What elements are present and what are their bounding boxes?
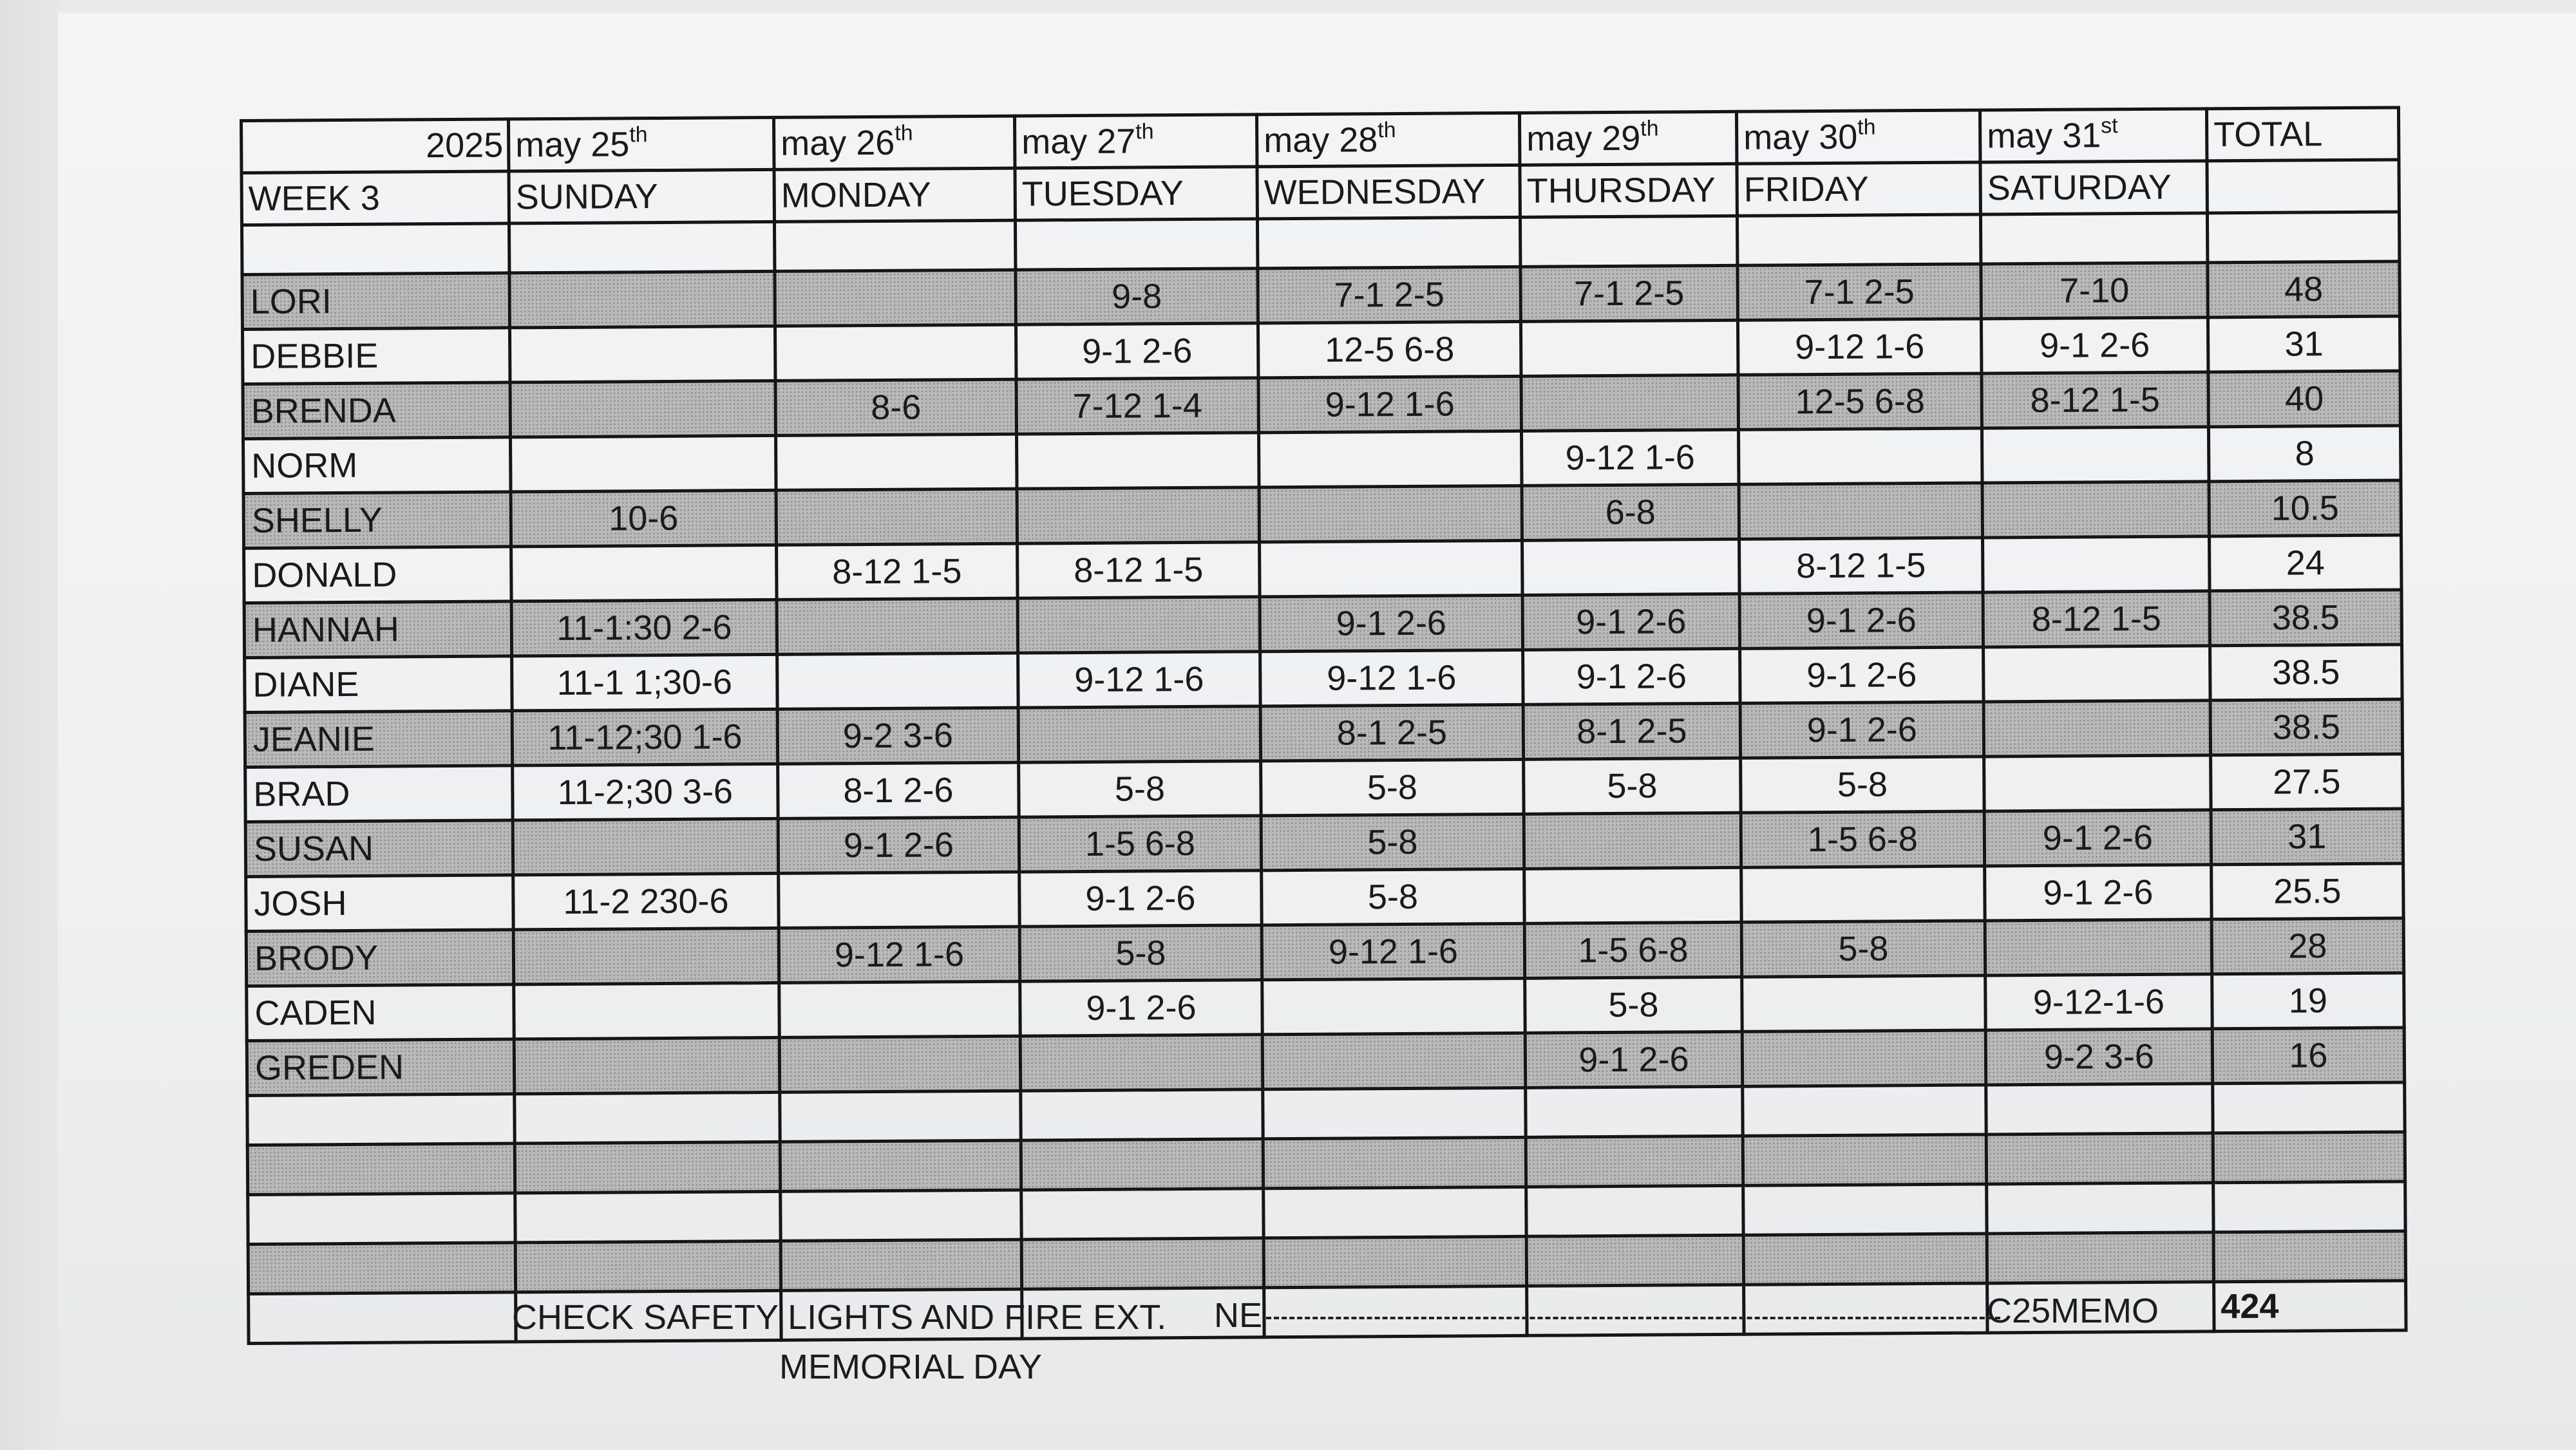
shift-cell: 9-1 2-6 bbox=[1739, 592, 1984, 648]
shift-cell bbox=[1520, 320, 1738, 376]
shift-cell: 1-5 6-8 bbox=[1019, 816, 1262, 872]
safety-note: CHECK SAFETY LIGHTS AND FIRE EXT. bbox=[512, 1298, 1167, 1337]
shift-cell: 8-6 bbox=[775, 379, 1017, 435]
blank-cell bbox=[781, 1239, 1021, 1290]
shift-cell: 1-5 6-8 bbox=[1524, 922, 1742, 978]
shift-cell: 8-12 1-5 bbox=[777, 543, 1018, 599]
shift-cell: 9-1 2-6 bbox=[778, 817, 1019, 873]
shift-cell bbox=[779, 981, 1021, 1037]
shift-cell: 9-1 2-6 bbox=[1016, 323, 1258, 379]
total-hours: 10.5 bbox=[2209, 480, 2401, 536]
shift-cell bbox=[776, 434, 1018, 490]
blank-cell bbox=[1264, 1187, 1526, 1238]
shift-cell: 8-12 1-5 bbox=[1983, 591, 2210, 647]
total-hours: 19 bbox=[2212, 973, 2405, 1029]
shift-cell: 8-12 1-5 bbox=[1018, 542, 1260, 598]
memo-code: C25MEMO bbox=[1987, 1292, 2159, 1330]
date-header: may 25th bbox=[509, 117, 774, 171]
shift-cell: 8-1 2-5 bbox=[1260, 704, 1524, 760]
work-schedule-table bbox=[240, 106, 2408, 1345]
shift-cell: 9-12-1-6 bbox=[1985, 974, 2213, 1030]
shift-cell: 5-8 bbox=[1019, 761, 1262, 817]
blank-cell bbox=[1743, 1234, 1987, 1285]
blank-cell bbox=[249, 1292, 516, 1344]
shift-cell: 10-6 bbox=[511, 490, 777, 547]
shift-cell: 5-8 bbox=[1741, 757, 1985, 813]
desk-surface bbox=[0, 0, 58, 1450]
blank-cell bbox=[1263, 1137, 1526, 1188]
blank-cell bbox=[1737, 214, 1980, 265]
shift-cell: 11-2;30 3-6 bbox=[513, 764, 779, 820]
shift-cell bbox=[1984, 755, 2211, 811]
shift-cell bbox=[1741, 866, 1985, 922]
shift-cell bbox=[1985, 919, 2212, 975]
shift-cell: 9-12 1-6 bbox=[1521, 429, 1739, 485]
employee-name: GREDEN bbox=[247, 1039, 515, 1096]
blank-cell bbox=[1257, 217, 1520, 268]
shift-cell: 11-2 230-6 bbox=[513, 873, 779, 930]
blank-cell bbox=[1021, 1139, 1263, 1190]
shift-cell: 9-1 2-6 bbox=[1523, 648, 1741, 704]
shift-cell: 7-12 1-4 bbox=[1016, 378, 1259, 434]
year-cell: 2025 bbox=[242, 119, 509, 173]
shift-cell bbox=[1524, 867, 1742, 923]
blank-cell bbox=[247, 1094, 515, 1145]
shift-cell: 9-1 2-6 bbox=[1740, 702, 1984, 758]
employee-name: DEBBIE bbox=[242, 328, 510, 384]
shift-cell bbox=[1739, 483, 1983, 539]
blank-cell bbox=[1987, 1232, 2213, 1283]
shift-cell bbox=[510, 381, 776, 437]
shift-cell: 9-1 2-6 bbox=[1525, 1031, 1743, 1088]
shift-cell bbox=[1017, 433, 1260, 489]
shift-cell bbox=[1524, 813, 1741, 869]
blank-cell bbox=[2207, 212, 2399, 263]
shift-cell bbox=[1738, 428, 1982, 484]
shift-cell: 9-1 2-6 bbox=[1522, 594, 1740, 650]
employee-name: DONALD bbox=[244, 547, 512, 603]
blank-cell bbox=[1526, 1136, 1743, 1187]
date-header: may 30th bbox=[1736, 110, 1980, 164]
shift-cell bbox=[513, 818, 779, 875]
blank-cell bbox=[509, 221, 774, 273]
day-header: WEDNESDAY bbox=[1257, 165, 1520, 218]
blank-cell bbox=[1986, 1133, 2213, 1184]
shift-cell bbox=[1259, 431, 1522, 487]
blank-cell bbox=[1021, 1238, 1264, 1289]
shift-cell bbox=[1018, 706, 1261, 762]
total-hours: 24 bbox=[2210, 535, 2402, 591]
total-hours: 31 bbox=[2208, 316, 2400, 372]
total-hours: 38.5 bbox=[2210, 645, 2403, 701]
shift-cell: 9-1 2-6 bbox=[1981, 317, 2208, 373]
blank-cell bbox=[242, 223, 509, 275]
shift-cell: 9-12 1-6 bbox=[1018, 652, 1261, 708]
shift-cell: 9-8 bbox=[1016, 268, 1258, 325]
shift-cell bbox=[1020, 1035, 1263, 1091]
shift-cell: 9-1 2-6 bbox=[1984, 810, 2211, 866]
day-header: SATURDAY bbox=[1980, 161, 2207, 214]
total-hours: 28 bbox=[2211, 918, 2404, 974]
shift-cell: 9-1 2-6 bbox=[1740, 647, 1984, 703]
blank-cell bbox=[1263, 1088, 1526, 1138]
shift-cell bbox=[1017, 487, 1260, 543]
shift-cell: 8-12 1-5 bbox=[1739, 538, 1984, 594]
blank-cell bbox=[1526, 1235, 1743, 1286]
blank-cell bbox=[1743, 1184, 1987, 1235]
shift-cell bbox=[1260, 540, 1523, 596]
shift-cell bbox=[1522, 539, 1740, 595]
shift-cell: 9-1 2-6 bbox=[1020, 980, 1263, 1036]
day-header: SUNDAY bbox=[509, 169, 774, 223]
shift-cell bbox=[509, 271, 775, 328]
date-header: may 28th bbox=[1256, 113, 1519, 166]
blank-cell bbox=[1987, 1183, 2213, 1234]
blank-cell bbox=[1743, 1085, 1986, 1136]
blank-cell bbox=[1980, 213, 2207, 264]
week-label: WEEK 3 bbox=[242, 171, 509, 225]
blank-cell bbox=[1264, 1236, 1526, 1287]
shift-cell bbox=[514, 983, 780, 1039]
shift-cell: 5-8 bbox=[1019, 925, 1262, 981]
shift-cell bbox=[1259, 485, 1522, 541]
total-hours: 40 bbox=[2208, 371, 2401, 427]
shift-cell: 9-12 1-6 bbox=[1262, 923, 1525, 979]
blank-cell bbox=[1743, 1135, 1986, 1185]
total-header: TOTAL bbox=[2206, 108, 2398, 161]
blank-cell bbox=[2213, 1231, 2405, 1282]
blank-cell bbox=[1015, 219, 1257, 270]
shift-cell: 5-8 bbox=[1741, 921, 1985, 977]
shift-cell: 8-1 2-5 bbox=[1523, 703, 1741, 759]
total-hours: 16 bbox=[2212, 1028, 2405, 1084]
shift-cell bbox=[513, 928, 779, 984]
blank-cell bbox=[515, 1142, 780, 1193]
total-hours: 38.5 bbox=[2210, 699, 2403, 755]
blank-cell bbox=[515, 1241, 781, 1292]
blank-cell bbox=[1021, 1089, 1263, 1140]
blank-cell bbox=[1986, 1084, 2213, 1135]
employee-name: BRENDA bbox=[243, 382, 511, 439]
shift-cell: 9-12 1-6 bbox=[1260, 650, 1524, 706]
shift-cell: 9-1 2-6 bbox=[1985, 865, 2212, 921]
blank-cell bbox=[1526, 1185, 1743, 1236]
employee-name: BRAD bbox=[245, 766, 513, 822]
shift-cell: 5-8 bbox=[1524, 758, 1741, 814]
total-hours: 8 bbox=[2208, 426, 2401, 482]
shift-cell bbox=[1262, 1033, 1526, 1089]
shift-cell bbox=[1742, 975, 1986, 1031]
shift-cell bbox=[1984, 646, 2211, 702]
shift-cell bbox=[777, 653, 1019, 709]
blank-cell bbox=[1526, 1086, 1743, 1137]
shift-cell: 7-1 2-5 bbox=[1738, 264, 1982, 320]
blank-cell bbox=[1021, 1189, 1264, 1239]
blank-cell bbox=[248, 1243, 515, 1294]
day-header: MONDAY bbox=[774, 168, 1015, 221]
shift-cell bbox=[779, 1036, 1021, 1092]
shift-cell bbox=[1018, 597, 1260, 653]
shift-cell: 5-8 bbox=[1262, 869, 1525, 925]
employee-name: BRODY bbox=[246, 930, 514, 986]
employee-name: JEANIE bbox=[245, 711, 513, 767]
shift-cell: 12-5 6-8 bbox=[1738, 373, 1982, 429]
shift-cell bbox=[775, 270, 1016, 326]
total-header-blank bbox=[2207, 160, 2399, 213]
shift-cell: 9-2 3-6 bbox=[1985, 1029, 2213, 1085]
shift-cell: 11-1:30 2-6 bbox=[511, 599, 777, 656]
shift-cell: 9-12 1-6 bbox=[1258, 376, 1522, 432]
employee-name: DIANE bbox=[245, 656, 513, 713]
holiday-note: MEMORIAL DAY bbox=[779, 1348, 1043, 1386]
shift-cell bbox=[1982, 482, 2210, 538]
shift-cell: 11-1 1;30-6 bbox=[512, 654, 778, 711]
shift-cell: 7-1 2-5 bbox=[1258, 267, 1521, 323]
date-header: may 27th bbox=[1014, 115, 1256, 168]
blank-cell bbox=[2213, 1182, 2405, 1232]
shift-cell: 5-8 bbox=[1261, 814, 1524, 870]
shift-cell bbox=[777, 598, 1018, 654]
total-hours: 48 bbox=[2208, 261, 2400, 317]
shift-cell: 8-1 2-6 bbox=[778, 762, 1019, 818]
shift-cell bbox=[509, 326, 775, 382]
employee-name: HANNAH bbox=[244, 601, 512, 658]
blank-cell bbox=[774, 220, 1015, 271]
shift-cell: 9-12 1-6 bbox=[779, 927, 1020, 983]
shift-cell bbox=[1984, 701, 2211, 757]
employee-name: SHELLY bbox=[243, 492, 511, 549]
shift-cell bbox=[1742, 1030, 1986, 1086]
blank-cell bbox=[247, 1144, 515, 1195]
blank-cell bbox=[1520, 216, 1737, 267]
ne-line: NE bbox=[1214, 1295, 2003, 1335]
shift-cell: 6-8 bbox=[1522, 484, 1739, 540]
shift-cell: 7-1 2-5 bbox=[1520, 265, 1738, 321]
blank-cell bbox=[780, 1091, 1021, 1142]
shift-cell bbox=[1521, 375, 1739, 431]
date-header: may 26th bbox=[773, 116, 1014, 169]
blank-cell bbox=[781, 1190, 1021, 1241]
shift-cell: 1-5 6-8 bbox=[1741, 811, 1985, 867]
shift-cell bbox=[1983, 536, 2210, 592]
date-header: may 29th bbox=[1519, 111, 1736, 165]
day-header: THURSDAY bbox=[1520, 164, 1737, 217]
day-header: FRIDAY bbox=[1737, 162, 1980, 216]
employee-name: CADEN bbox=[247, 984, 515, 1041]
shift-cell: 5-8 bbox=[1525, 977, 1743, 1033]
shift-cell: 8-12 1-5 bbox=[1982, 372, 2209, 428]
total-hours: 31 bbox=[2211, 809, 2403, 865]
blank-cell bbox=[248, 1193, 515, 1245]
total-hours: 25.5 bbox=[2211, 863, 2404, 919]
shift-cell bbox=[1982, 427, 2209, 483]
date-header: may 31st bbox=[1980, 109, 2206, 162]
shift-cell: 12-5 6-8 bbox=[1258, 321, 1521, 377]
shift-cell: 9-1 2-6 bbox=[1019, 871, 1262, 927]
grand-total: 424 bbox=[2214, 1281, 2406, 1332]
shift-cell: 5-8 bbox=[1261, 759, 1524, 815]
blank-cell bbox=[2213, 1132, 2405, 1183]
dashed-line bbox=[1266, 1317, 2000, 1319]
shift-cell bbox=[779, 872, 1020, 928]
employee-name: SUSAN bbox=[245, 820, 513, 877]
day-header: TUESDAY bbox=[1015, 167, 1257, 220]
shift-cell: 7-10 bbox=[1981, 263, 2208, 319]
shift-cell bbox=[511, 545, 777, 601]
shift-cell: 9-2 3-6 bbox=[777, 708, 1019, 764]
total-hours: 27.5 bbox=[2211, 754, 2403, 810]
employee-name: JOSH bbox=[246, 875, 514, 932]
shift-cell: 11-12;30 1-6 bbox=[512, 709, 778, 766]
shift-cell bbox=[775, 325, 1016, 381]
total-hours: 38.5 bbox=[2210, 590, 2402, 646]
employee-name: LORI bbox=[242, 273, 510, 330]
shift-cell bbox=[514, 1037, 780, 1094]
blank-cell bbox=[515, 1092, 780, 1144]
employee-name: NORM bbox=[243, 437, 511, 494]
shift-cell bbox=[1262, 978, 1526, 1034]
shift-cell: 9-1 2-6 bbox=[1260, 595, 1523, 651]
shift-cell: 9-12 1-6 bbox=[1738, 319, 1982, 375]
blank-cell bbox=[2213, 1082, 2405, 1133]
shift-cell bbox=[511, 435, 777, 492]
shift-cell bbox=[776, 489, 1018, 545]
blank-cell bbox=[780, 1140, 1021, 1191]
blank-cell bbox=[515, 1191, 781, 1243]
